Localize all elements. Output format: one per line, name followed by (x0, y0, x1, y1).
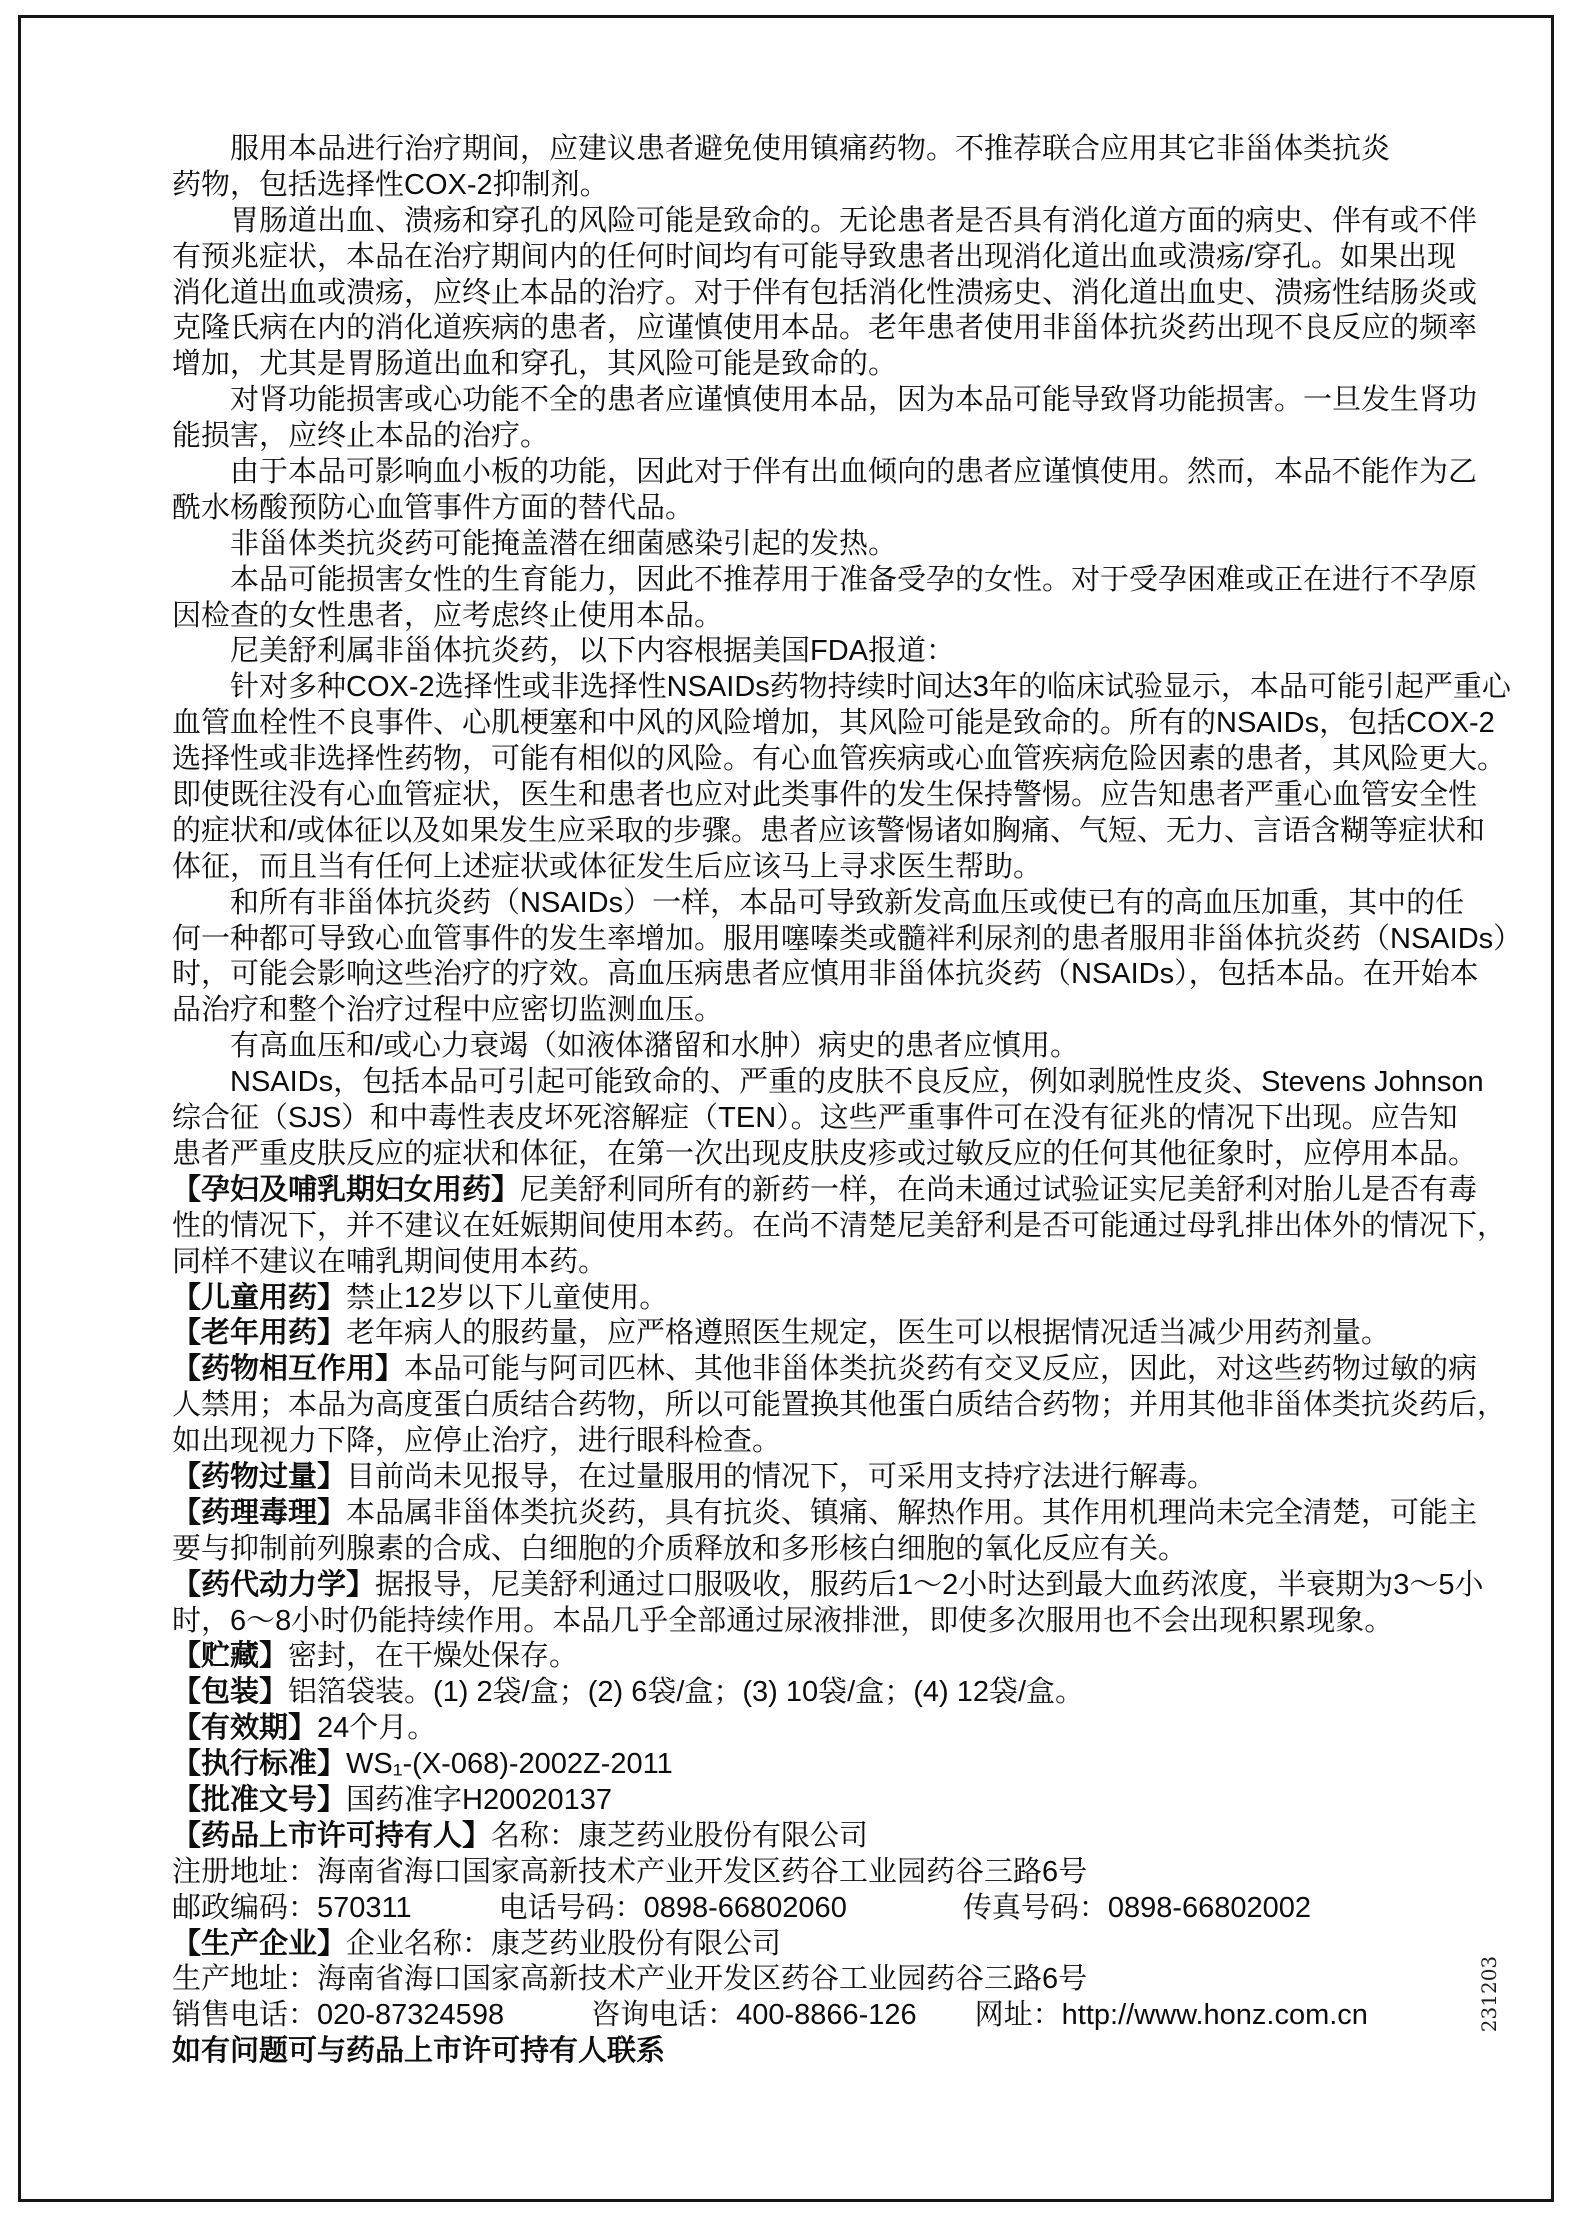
line-text: 企业名称：康芝药业股份有限公司 (346, 1927, 782, 1960)
section-label: 【药理毒理】 (172, 1496, 347, 1529)
line-text: 针对多种COX-2选择性或非选择性NSAIDs药物持续时间达3年的临床试验显示，本品可能引起严重心 (172, 671, 1511, 704)
line-text: 邮政编码：570311 电话号码：0898-66802060 传真号码：0898-66802002 (172, 1891, 1312, 1924)
line-text: 本品属非甾体类抗炎药，具有抗炎、镇痛、解热作用。其作用机理尚未完全清楚，可能主 (346, 1496, 1478, 1529)
text-line (172, 993, 1464, 1029)
batch-code-vertical: 231203 (1477, 1955, 1501, 2033)
text-line (172, 1101, 1464, 1137)
text-line (172, 706, 1495, 742)
text-line (172, 1424, 1464, 1460)
text-line (172, 1927, 1464, 1963)
line-text: 由于本品可影响血小板的功能，因此对于伴有出血倾向的患者应谨慎使用。然而，本品不能作为乙 (172, 456, 1478, 489)
line-text: 选择性或非选择性药物，可能有相似的风险。有心血管疾病或心血管疾病危险因素的患者，其风险更大。 (172, 743, 1507, 776)
line-text: 时，可能会影响这些治疗的疗效。高血压病患者应慎用非甾体抗炎药（NSAIDs），包括本品。在开始本 (172, 958, 1479, 991)
text-line (172, 276, 1478, 312)
line-text: 患者严重皮肤反应的症状和体征，在第一次出现皮肤皮疹或过敏反应的任何其他征象时，应停用本品。 (172, 1137, 1478, 1170)
line-text: 消化道出血或溃疡，应终止本品的治疗。对于伴有包括消化性溃疡史、消化道出血史、溃疡性结肠炎或 (172, 276, 1478, 309)
line-text: 尼美舒利同所有的新药一样，在尚未通过试验证实尼美舒利对胎儿是否有毒 (520, 1173, 1478, 1206)
line-text: 时，6～8小时仍能持续作用。本品几乎全部通过尿液排泄，即使多次服用也不会出现积累现象。 (172, 1604, 1394, 1637)
text-line (172, 1604, 1464, 1640)
line-text: 非甾体类抗炎药可能掩盖潜在细菌感染引起的发热。 (172, 527, 898, 560)
line-text: 体征，而且当有任何上述症状或体征发生后应该马上寻求医生帮助。 (172, 850, 1043, 883)
text-line (172, 419, 1464, 455)
text-line (172, 311, 1478, 347)
text-line (172, 347, 1464, 383)
text-line (172, 1675, 1464, 1711)
section-label: 【药物相互作用】 (172, 1353, 405, 1386)
section-label: 【药物过量】 (172, 1460, 347, 1493)
line-text: 注册地址：海南省海口国家高新技术产业开发区药谷工业园药谷三路6号 (172, 1855, 1088, 1888)
line-text: 胃肠道出血、溃疡和穿孔的风险可能是致命的。无论患者是否具有消化道方面的病史、伴有或不伴 (172, 204, 1478, 237)
line-text: 性的情况下，并不建议在妊娠期间使用本药。在尚不清楚尼美舒利是否可能通过母乳排出体外的情况下， (172, 1209, 1507, 1242)
line-text: 和所有非甾体抗炎药（NSAIDs）一样，本品可导致新发高血压或使已有的高血压加重，其中的任 (172, 886, 1465, 919)
text-line (172, 240, 1464, 276)
section-label: 【批准文号】 (172, 1783, 347, 1816)
section-label: 【包装】 (172, 1676, 289, 1709)
line-text: WS₁-(X-068)-2002Z-2011 (346, 1748, 673, 1781)
line-text: 药物，包括选择性COX-2抑制剂。 (172, 168, 609, 201)
line-text: 服用本品进行治疗期间，应建议患者避免使用镇痛药物。不推荐联合应用其它非甾体类抗炎 (172, 133, 1391, 165)
line-text: NSAIDs，包括本品可引起可能致命的、严重的皮肤不良反应，例如剥脱性皮炎、Stevens Johnson (172, 1066, 1484, 1099)
text-line (172, 2034, 1464, 2070)
text-line (172, 1962, 1464, 1998)
section-label: 【贮藏】 (172, 1640, 289, 1673)
line-text: 本品可能与阿司匹林、其他非甾体类抗炎药有交叉反应，因此，对这些药物过敏的病 (404, 1353, 1478, 1386)
line-text: 有高血压和/或心力衰竭（如液体潴留和水肿）病史的患者应慎用。 (172, 1030, 1080, 1063)
line-text: 密封，在干燥处保存。 (288, 1640, 579, 1673)
section-label: 【孕妇及哺乳期妇女用药】 (172, 1173, 521, 1206)
text-line (172, 132, 1464, 168)
line-text: 因检查的女性患者，应考虑终止使用本品。 (172, 599, 724, 632)
text-line (172, 1137, 1478, 1173)
line-text: 老年病人的服药量，应严格遵照医生规定，医生可以根据情况适当减少用药剂量。 (346, 1317, 1391, 1350)
text-line (172, 778, 1478, 814)
text-line (172, 383, 1478, 419)
section-label: 【药品上市许可持有人】 (172, 1819, 492, 1852)
section-label: 如有问题可与药品上市许可持有人联系 (172, 2035, 666, 2068)
text-line (172, 1029, 1464, 1065)
text-line (172, 1855, 1464, 1891)
text-line (172, 742, 1507, 778)
text-line (172, 1209, 1507, 1245)
line-text: 名称：康芝药业股份有限公司 (491, 1819, 869, 1852)
line-text: 生产地址：海南省海口国家高新技术产业开发区药谷工业园药谷三路6号 (172, 1963, 1088, 1996)
text-line (172, 1891, 1464, 1927)
line-text: 酰水杨酸预防心血管事件方面的替代品。 (172, 491, 695, 524)
line-text: 24个月。 (317, 1712, 437, 1745)
text-line (172, 455, 1478, 491)
text-line (172, 1388, 1507, 1424)
text-line (172, 1711, 1464, 1747)
text-line (172, 850, 1464, 886)
text-line (172, 204, 1478, 240)
line-text: 禁止12岁以下儿童使用。 (346, 1281, 669, 1314)
line-text: 何一种都可导致心血管事件的发生率增加。服用噻嗪类或髓袢利尿剂的患者服用非甾体抗炎药（NSAIDs） (172, 922, 1523, 955)
text-line (172, 922, 1523, 958)
line-text: 铝箔袋装。(1) 2袋/盒；(2) 6袋/盒；(3) 10袋/盒；(4) 12袋/盒。 (288, 1676, 1085, 1709)
text-line (172, 491, 1464, 527)
line-text: 的症状和/或体征以及如果发生应采取的步骤。患者应该警惕诸如胸痛、气短、无力、言语含糊等症状和 (172, 814, 1486, 847)
line-text: 克隆氏病在内的消化道疾病的患者，应谨慎使用本品。老年患者使用非甾体抗炎药出现不良反应的频率 (172, 312, 1478, 345)
section-label: 【儿童用药】 (172, 1281, 347, 1314)
section-label: 【药代动力学】 (172, 1568, 376, 1601)
text-line (172, 1819, 1464, 1855)
text-line (172, 1245, 1464, 1281)
text-line (172, 634, 1464, 670)
text-line (172, 1173, 1478, 1209)
section-label: 【执行标准】 (172, 1748, 347, 1781)
text-line (172, 1352, 1478, 1388)
section-label: 【生产企业】 (172, 1927, 347, 1960)
text-line (172, 599, 1464, 635)
text-line (172, 527, 1464, 563)
text-line (172, 1783, 1464, 1819)
line-text: 人禁用；本品为高度蛋白质结合药物，所以可能置换其他蛋白质结合药物；并用其他非甾体类抗炎药后， (172, 1389, 1507, 1422)
line-text: 尼美舒利属非甾体抗炎药，以下内容根据美国FDA报道： (172, 635, 956, 668)
line-text: 能损害，应终止本品的治疗。 (172, 420, 550, 453)
line-text: 销售电话：020-87324598 咨询电话：400-8866-126 网址：http://www.honz.com.cn (172, 1999, 1368, 2032)
line-text: 要与抑制前列腺素的合成、白细胞的介质释放和多形核白细胞的氧化反应有关。 (172, 1532, 1188, 1565)
text-line (172, 1281, 1464, 1317)
line-text: 对肾功能损害或心功能不全的患者应谨慎使用本品，因为本品可能导致肾功能损害。一旦发生肾功 (172, 384, 1478, 417)
text-line (172, 814, 1486, 850)
line-text: 即使既往没有心血管症状，医生和患者也应对此类事件的发生保持警惕。应告知患者严重心血管安全性 (172, 779, 1478, 812)
line-text: 血管血栓性不良事件、心肌梗塞和中风的风险增加，其风险可能是致命的。所有的NSAIDs，包括COX-2 (172, 707, 1495, 740)
text-line (172, 1316, 1464, 1352)
text-line (172, 1532, 1464, 1568)
line-text: 品治疗和整个治疗过程中应密切监测血压。 (172, 994, 724, 1027)
text-line (172, 1568, 1484, 1604)
line-text: 同样不建议在哺乳期间使用本药。 (172, 1245, 608, 1278)
text-line (172, 1065, 1484, 1101)
text-line (172, 1460, 1464, 1496)
section-label: 【老年用药】 (172, 1317, 347, 1350)
line-text: 综合征（SJS）和中毒性表皮坏死溶解症（TEN）。这些严重事件可在没有征兆的情况下出现。应告知 (172, 1102, 1458, 1135)
text-line (172, 1747, 1464, 1783)
text-line (172, 1998, 1464, 2034)
text-line (172, 1496, 1478, 1532)
text-line (172, 563, 1478, 599)
line-text: 据报导，尼美舒利通过口服吸收，服药后1～2小时达到最大血药浓度，半衰期为3～5小 (375, 1568, 1484, 1601)
text-line (172, 1639, 1464, 1675)
section-label: 【有效期】 (172, 1712, 318, 1745)
line-text: 有预兆症状，本品在治疗期间内的任何时间均有可能导致患者出现消化道出血或溃疡/穿孔。如果出现 (172, 240, 1457, 273)
text-line (172, 886, 1464, 922)
text-line (172, 670, 1511, 706)
line-text: 本品可能损害女性的生育能力，因此不推荐用于准备受孕的女性。对于受孕困难或正在进行不孕原 (172, 563, 1478, 596)
text-line (172, 168, 1464, 204)
line-text: 目前尚未见报导，在过量服用的情况下，可采用支持疗法进行解毒。 (346, 1460, 1217, 1493)
line-text: 国药准字H20020137 (346, 1783, 612, 1816)
text-line (172, 957, 1479, 993)
line-text: 增加，尤其是胃肠道出血和穿孔，其风险可能是致命的。 (172, 348, 898, 381)
line-text: 如出现视力下降，应停止治疗，进行眼科检查。 (172, 1425, 782, 1458)
